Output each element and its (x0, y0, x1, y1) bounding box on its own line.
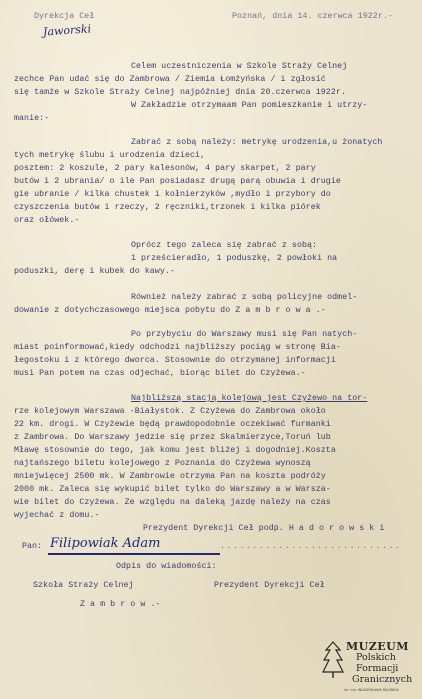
body-line: posztem: 2 koszule, 2 pary kalesonów, 4 pary skarpet, 2 pary (14, 164, 316, 173)
place-and-date: Poznań, dnia 14. czerwca 1922r.- (232, 12, 393, 21)
body-line: z Zambrowa. Do Warszawy jedzie się przez Skalmierzyce,Toruń lub (14, 433, 331, 442)
president-line: Prezydent Dyrekcji Ceł (214, 581, 325, 590)
watermark-line-1: MUZEUM (346, 640, 409, 653)
body-line: miast poinformować,kiedy odchodzi najbliższy pociąg w stronę Bia- (14, 343, 341, 352)
museum-logo-icon (322, 640, 344, 680)
body-line: Zabrać z sobą należy: metrykę urodzenia,u żonatych (131, 138, 383, 147)
watermark-line-2: Polskich (356, 652, 396, 663)
handwritten-underline (48, 553, 220, 555)
school-line: Szkoła Straży Celnej (33, 581, 134, 590)
body-line: rze kolejowym Warszawa -Białystok. Z Czyżewa do Zambrowa około (14, 407, 326, 416)
body-line: mniejwięcej 2500 mk. W Zambrowie otrzyma Pan na koszta podróży (14, 472, 326, 481)
body-line: Celem uczestniczenia w Szkole Straży Celnej (131, 62, 348, 71)
body-line: Po przybyciu do Warszawy musi się Pan natych- (131, 330, 358, 339)
president-signature-line: Prezydent Dyrekcji Ceł podp. H a d o r o w s k i (143, 524, 385, 533)
body-line: manie:- (14, 114, 50, 123)
body-line: poduszki, derę i kubek do kawy.- (14, 267, 175, 276)
watermark-line-3: Formacji (356, 663, 399, 674)
recipient-label: Pan: (22, 542, 43, 551)
body-line: tych metrykę ślubu i urodzenia dzieci, (14, 151, 206, 160)
body-line: 2000 mk. Zaleca się wykupić bilet tylko do Warszawy a w Warsza- (14, 485, 331, 494)
recipient-handwritten-name: Filipowiak Adam (50, 536, 161, 551)
watermark-line-4: Granicznych (352, 674, 413, 685)
copy-to-line: Odpis do wiadomości: (116, 562, 217, 571)
dotted-rule: ............................ (220, 542, 402, 551)
addressee-handwritten: Jaworski (42, 22, 92, 39)
body-line: łegostoku i z którego dworca. Stosownie do otrzymanej informacji (14, 356, 336, 365)
body-line: Również należy zabrać z sobą policyjne odmel- (131, 293, 358, 302)
body-line: dowanie z dotychczasowego miejsca pobytu do Z a m b r o w a .- (14, 306, 326, 315)
body-line: 22 km. drogi. W Czyżewie będą prawdopodobnie oczekiwać furmanki (14, 420, 331, 429)
body-line: Najbliższą stacją kolejową jest Czyżewo na tor- (131, 394, 368, 403)
body-line: wie bilet do Czyżewa. Ze względu na daleką jazdę należy na czas (14, 498, 331, 507)
body-line: gie ubranie / kilka chustek i kołnierzyków ,mydło i przybory do (14, 190, 331, 199)
body-line: wyjechać z domu.- (14, 511, 100, 520)
body-line: butów i 2 ubrania/ o ile Pan posiadasz drugą parą obuwia i drugie (14, 177, 341, 186)
body-line: się tamże w Szkole Straży Celnej najpóźniej dnia 20.czerwca 1922r. (14, 88, 346, 97)
body-line: najtańszego biletu kolejowego z Poznania do Czyżewa wynoszą (14, 459, 311, 468)
body-line: zechce Pan udać się do Zambrowa / Ziemia Łomżyńska / i zgłosić (14, 75, 326, 84)
body-line: oraz ołówek.- (14, 216, 80, 225)
town-line: Z a m b r o w .- (80, 600, 161, 609)
body-line: W Zakładzie otrzymaam Pan pomieszkanie i utrzy- (131, 101, 368, 110)
body-line: czyszczenia butów i rzeczy, 2 ręczniki,trzonek i kilka piórek (14, 203, 321, 212)
body-line: Mławę stosownie do tego, jak komu jest bliżej i dogodniej.Koszta (14, 446, 336, 455)
body-line: 1 prześcieradło, 1 poduszkę, 2 powłoki na (131, 254, 338, 263)
body-line: Oprócz tego zaleca się zabrać z sobą: (131, 241, 318, 250)
watermark-line-5: im. mjr. WŁADYSŁAWA RAGINISA (344, 688, 399, 692)
body-line: musi Pan potem na czas odjechać, biorąc bilet do Czyżewa.- (14, 369, 306, 378)
sender-heading: Dyrekcja Ceł (34, 12, 95, 21)
